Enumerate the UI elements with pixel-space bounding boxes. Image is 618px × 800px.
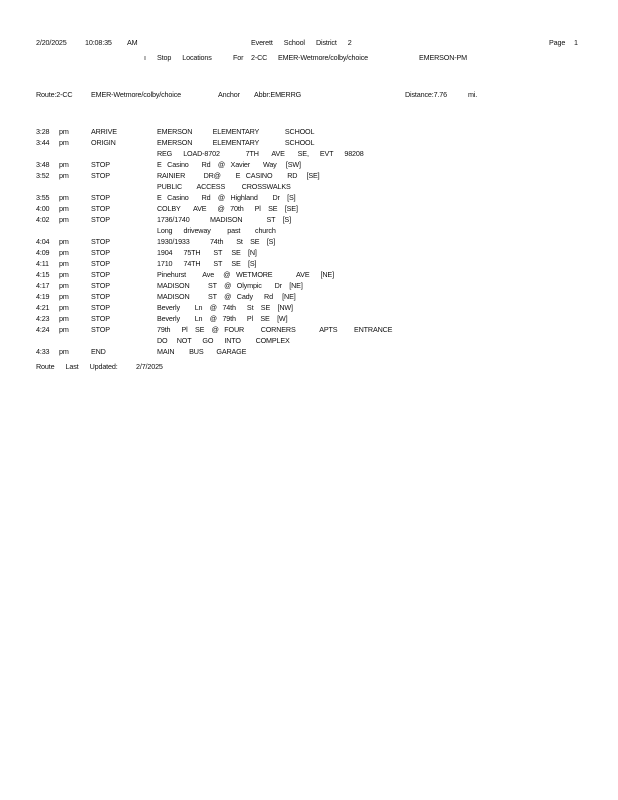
stop-type: STOP: [91, 160, 110, 169]
stop-location: 1930/1933 74th St SE [S]: [157, 237, 276, 246]
stop-location: COLBY AVE @ 70th Pl SE [SE]: [157, 204, 298, 213]
stop-type: ORIGIN: [91, 138, 116, 147]
stop-type: STOP: [91, 204, 110, 213]
stop-time: 3:52: [36, 171, 50, 180]
stop-ampm: pm: [59, 193, 69, 202]
stop-ampm: pm: [59, 127, 69, 136]
route-description: EMER-Wetmore/colby/choice: [278, 53, 368, 62]
stop-ampm: pm: [59, 138, 69, 147]
stop-ampm: pm: [59, 204, 69, 213]
stop-time: 3:44: [36, 138, 50, 147]
stop-ampm: pm: [59, 292, 69, 301]
stop-ampm: pm: [59, 303, 69, 312]
stop-ampm: pm: [59, 160, 69, 169]
stop-type: STOP: [91, 281, 110, 290]
report-ampm: AM: [127, 38, 138, 47]
stop-type: STOP: [91, 237, 110, 246]
title-bullet: ı: [144, 53, 146, 62]
stop-type: ARRIVE: [91, 127, 117, 136]
stop-location: EMERSON ELEMENTARY SCHOOL: [157, 138, 315, 147]
page-label: Page: [549, 38, 566, 47]
stop-location: E Casino Rd @ Highland Dr [S]: [157, 193, 296, 202]
stop-time: 4:19: [36, 292, 50, 301]
stop-location: MAIN BUS GARAGE: [157, 347, 247, 356]
page-number: 1: [574, 38, 578, 47]
stop-time: 4:04: [36, 237, 50, 246]
for-label: For: [233, 53, 244, 62]
abbreviation: Abbr:EMERRG: [254, 90, 302, 99]
stop-location: 1904 75TH ST SE [N]: [157, 248, 257, 257]
stop-type: STOP: [91, 325, 110, 334]
report-title: Stop Locations: [157, 53, 212, 62]
stop-type: STOP: [91, 215, 110, 224]
stop-location: 1736/1740 MADISON ST [S]: [157, 215, 291, 224]
stop-location: EMERSON ELEMENTARY SCHOOL: [157, 127, 315, 136]
stop-time: 4:24: [36, 325, 50, 334]
stop-location: Long driveway past church: [157, 226, 276, 235]
route-last-updated-date: 2/7/2025: [136, 362, 163, 371]
stop-ampm: pm: [59, 325, 69, 334]
stop-ampm: pm: [59, 215, 69, 224]
stop-time: 4:23: [36, 314, 50, 323]
report-time: 10:08:35: [85, 38, 112, 47]
stop-ampm: pm: [59, 259, 69, 268]
distance-unit: mi.: [468, 90, 478, 99]
stop-type: END: [91, 347, 106, 356]
stop-location: 79th Pl SE @ FOUR CORNERS APTS ENTRANCE: [157, 325, 393, 334]
report-date: 2/20/2025: [36, 38, 67, 47]
stop-location: Pinehurst Ave @ WETMORE AVE [NE]: [157, 270, 334, 279]
route-last-updated-label: Route Last Updated:: [36, 362, 118, 371]
route-code: 2-CC: [251, 53, 268, 62]
stop-ampm: pm: [59, 248, 69, 257]
organization-name: Everett School District 2: [251, 38, 352, 47]
stop-type: STOP: [91, 248, 110, 257]
stop-time: 4:15: [36, 270, 50, 279]
stop-location: MADISON ST @ Olympic Dr [NE]: [157, 281, 303, 290]
stop-ampm: pm: [59, 270, 69, 279]
stop-type: STOP: [91, 259, 110, 268]
stop-ampm: pm: [59, 171, 69, 180]
distance: Distance:7.76: [405, 90, 447, 99]
stop-location: Beverly Ln @ 74th St SE [NW]: [157, 303, 293, 312]
stop-time: 4:00: [36, 204, 50, 213]
stop-ampm: pm: [59, 237, 69, 246]
stop-time: 4:33: [36, 347, 50, 356]
stop-type: STOP: [91, 193, 110, 202]
stop-location: MADISON ST @ Cady Rd [NE]: [157, 292, 296, 301]
stop-time: 4:11: [36, 259, 49, 268]
stop-time: 4:21: [36, 303, 50, 312]
run-name: EMERSON-PM: [419, 53, 468, 62]
stop-ampm: pm: [59, 347, 69, 356]
stop-time: 3:48: [36, 160, 50, 169]
stop-time: 3:28: [36, 127, 50, 136]
stop-location: DO NOT GO INTO COMPLEX: [157, 336, 290, 345]
stop-time: 3:55: [36, 193, 50, 202]
stop-location: 1710 74TH ST SE [S]: [157, 259, 257, 268]
stop-location: Beverly Ln @ 79th Pl SE [W]: [157, 314, 288, 323]
stop-time: 4:17: [36, 281, 50, 290]
stop-time: 4:02: [36, 215, 50, 224]
stop-location: RAINIER DR@ E CASINO RD [SE]: [157, 171, 320, 180]
stop-type: STOP: [91, 314, 110, 323]
route-info-description: EMER-Wetmore/colby/choice: [91, 90, 181, 99]
stop-type: STOP: [91, 270, 110, 279]
stop-ampm: pm: [59, 314, 69, 323]
stop-type: STOP: [91, 171, 110, 180]
stop-location: PUBLIC ACCESS CROSSWALKS: [157, 182, 291, 191]
stop-ampm: pm: [59, 281, 69, 290]
stop-time: 4:09: [36, 248, 50, 257]
route-label: Route:2-CC: [36, 90, 73, 99]
stop-location: E Casino Rd @ Xavier Way [SW]: [157, 160, 301, 169]
anchor-label: Anchor: [218, 90, 240, 99]
stop-type: STOP: [91, 303, 110, 312]
stop-type: STOP: [91, 292, 110, 301]
stop-location: REG LOAD-8702 7TH AVE SE, EVT 98208: [157, 149, 364, 158]
